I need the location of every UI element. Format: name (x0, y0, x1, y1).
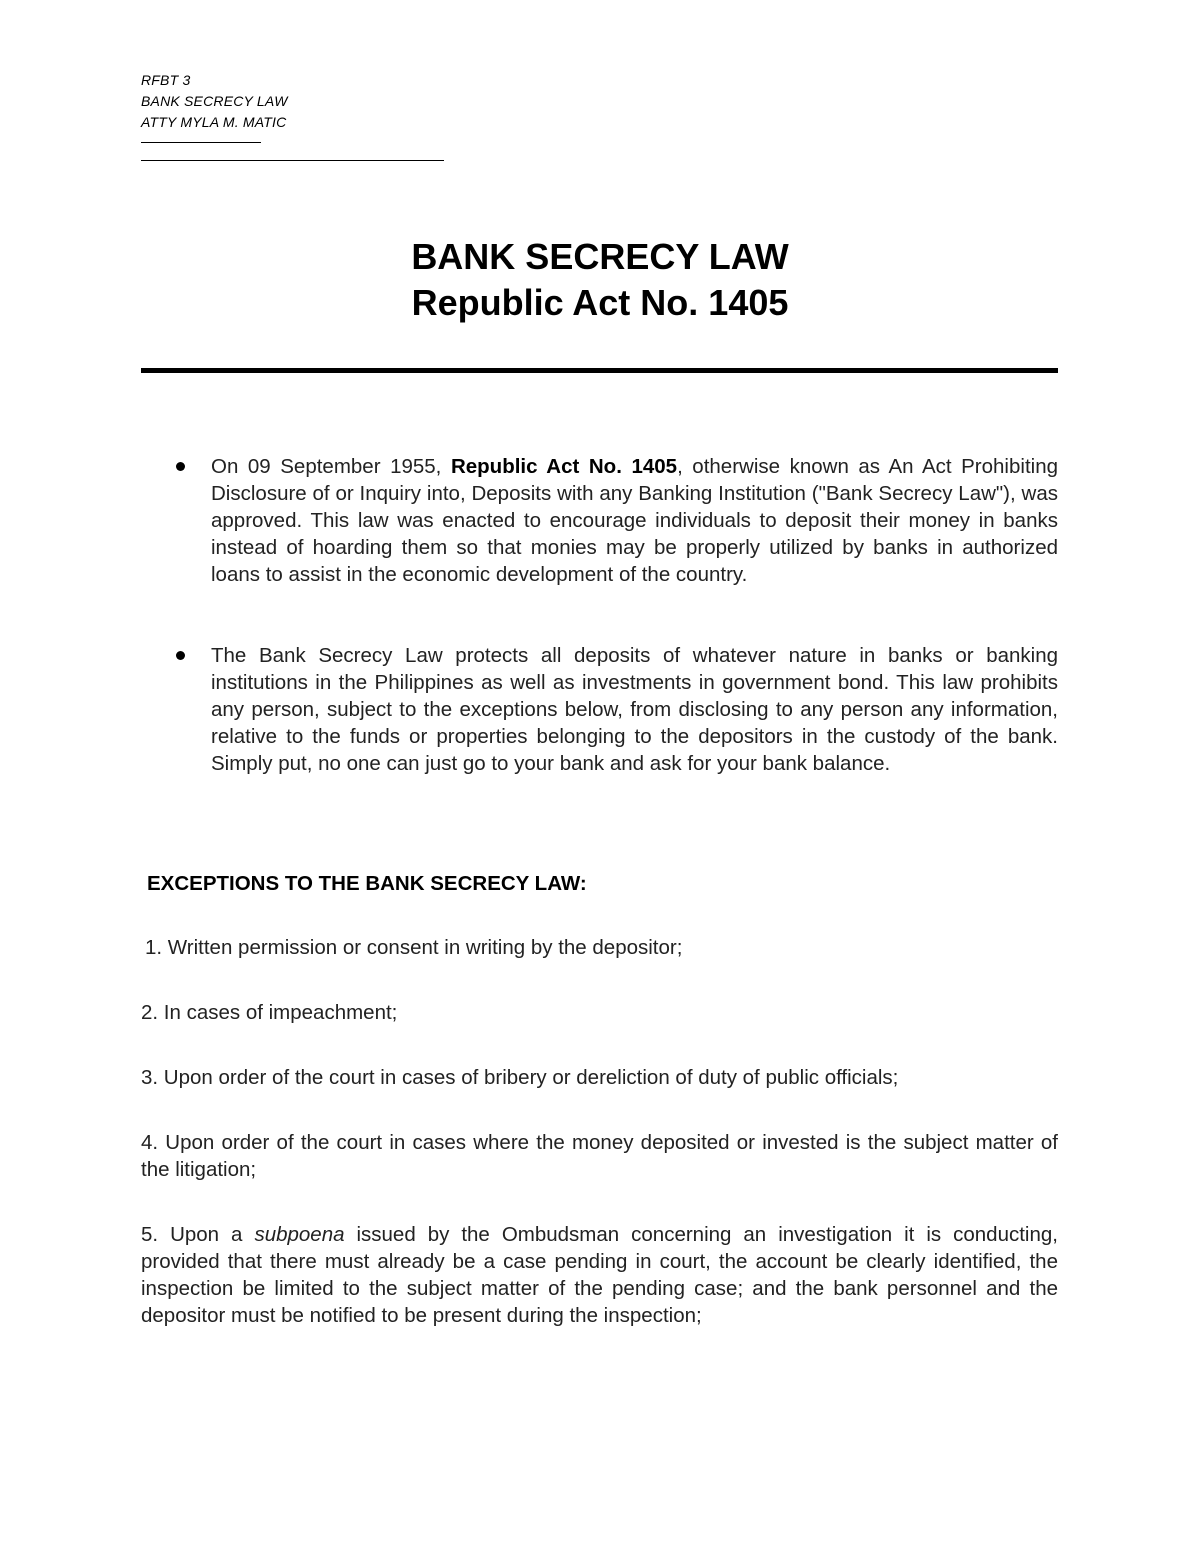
document-header (141, 70, 288, 133)
bullet-item (141, 453, 1058, 588)
exceptions-list (141, 934, 1058, 1329)
exception-item: 2. In cases of impeachment; (141, 1001, 398, 1024)
title-rule (141, 368, 1058, 373)
exception-item (141, 1221, 1058, 1329)
bullet-text (211, 455, 1058, 586)
course-code: RFBT 3 (141, 72, 191, 88)
bullet-icon (176, 651, 185, 660)
bullet-list (141, 453, 1058, 777)
bullet-text: The Bank Secrecy Law protects all deposits of whatever nature in banks or banking institutions in the Philippines as well as investments in government bond. This law prohibits any person, subject to the exceptions below, from disclosing to any person any information, relative to the funds or properties belonging to the depositors in the custody of the bank. Simply put, no one can just go to your bank and ask for your bank balance. (211, 644, 1058, 775)
act-name-bold: Republic Act No. 1405 (450, 455, 678, 478)
exception-item: 3. Upon order of the court in cases of bribery or dereliction of duty of public officials; (141, 1066, 899, 1089)
exception-text-rest: issued by the Ombudsman concerning an investigation it is conducting, provided that there must already be a case pending in court, the account be clearly identified, the inspection be limited to the subject matter of the pending case; and the bank personnel and the depositor must be notified to be present during the inspection; (141, 1223, 1058, 1327)
bullet-icon (176, 462, 185, 471)
bullet-text-lead: On 09 September 1955, (211, 455, 451, 478)
course-topic: BANK SECRECY LAW (141, 93, 288, 109)
exception-item: 4. Upon order of the court in cases where the money deposited or invested is the subject matter of the litigation; (141, 1131, 1058, 1181)
title-main: BANK SECRECY LAW (411, 236, 789, 277)
document-title (0, 234, 1200, 326)
exception-text-lead: 5. Upon a (141, 1223, 255, 1246)
exception-item: 1. Written permission or consent in writing by the depositor; (145, 936, 683, 959)
bullet-item (141, 642, 1058, 777)
title-subtitle: Republic Act No. 1405 (411, 282, 789, 323)
header-divider-long (141, 160, 444, 161)
header-divider-short (141, 142, 261, 143)
subpoena-italic: subpoena (254, 1223, 345, 1246)
exceptions-heading: EXCEPTIONS TO THE BANK SECRECY LAW: (147, 872, 587, 895)
author-name: ATTY MYLA M. MATIC (141, 114, 287, 130)
bullet-text-rest: , otherwise known as An Act Prohibiting Disclosure of or Inquiry into, Deposits with any Banking Institution ("Bank Secrecy Law"), was approved. This law was enacted to encourage individuals to deposit their money in banks instead of hoarding them so that monies may be properly utilized by banks in authorized loans to assist in the economic development of the country. (211, 455, 1058, 586)
